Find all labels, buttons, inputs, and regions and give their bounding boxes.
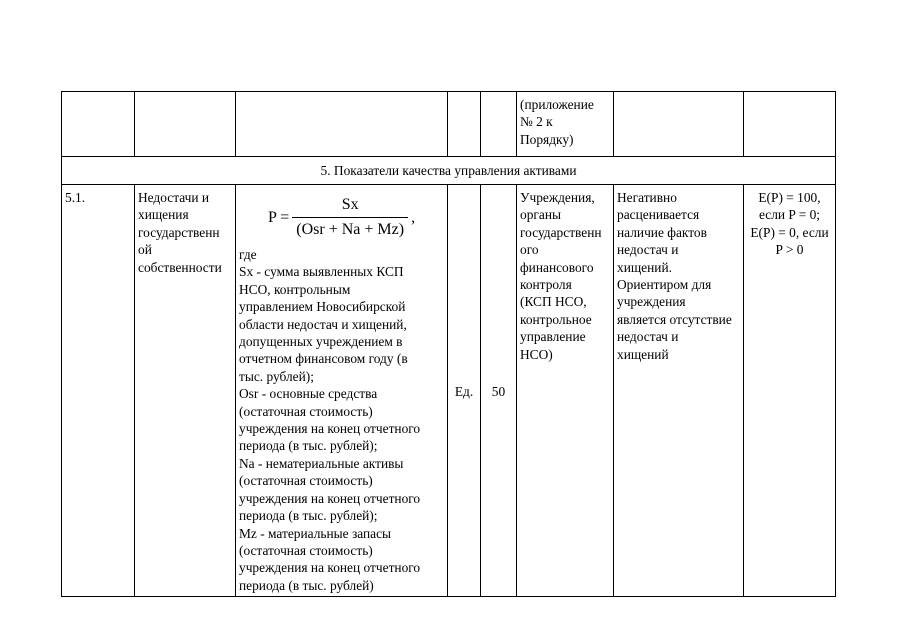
- table-cell: [236, 92, 448, 157]
- cell-line: контроля: [520, 277, 572, 293]
- cell-line: Sx - сумма выявленных КСП: [239, 264, 404, 280]
- indicator-number: 5.1.: [62, 185, 135, 597]
- cell-line: если P = 0;: [758, 207, 821, 223]
- indicator-score: [744, 185, 836, 597]
- table-cell: [744, 92, 836, 157]
- formula-numerator: Sx: [341, 196, 359, 213]
- cell-line: периода (в тыс. рублей);: [239, 438, 378, 454]
- cell-line: ого: [520, 242, 539, 258]
- indicator-weight: 50: [481, 185, 517, 597]
- cell-line: ой: [138, 242, 152, 258]
- cell-line: периода (в тыс. рублей): [239, 577, 374, 593]
- cell-line: Na - нематериальные активы: [239, 455, 404, 471]
- indicators-table: [61, 91, 836, 597]
- cell-line: расценивается: [617, 207, 700, 223]
- formula: [239, 195, 444, 240]
- table-cell: [614, 92, 744, 157]
- cell-line: финансового: [520, 259, 594, 275]
- cell-line: (приложение: [520, 97, 594, 112]
- cell-line: где: [239, 247, 257, 262]
- cell-line: учреждения на конец отчетного: [239, 490, 421, 506]
- table-cell: [448, 92, 481, 157]
- cell-line: P > 0: [775, 242, 804, 258]
- section-row: [62, 157, 836, 185]
- cell-line: учреждения: [617, 294, 686, 310]
- cell-line: управление: [520, 329, 586, 345]
- cell-line: учреждения на конец отчетного: [239, 560, 421, 576]
- indicator-name: [135, 185, 236, 597]
- appendix-reference-cell: [517, 92, 614, 157]
- cell-line: периода (в тыс. рублей);: [239, 508, 378, 524]
- section-title: 5. Показатели качества управления активами: [62, 157, 836, 185]
- cell-line: № 2 к: [520, 114, 553, 130]
- formula-lhs: P =: [267, 208, 290, 226]
- cell-line: наличие фактов: [617, 224, 707, 240]
- cell-line: НСО): [520, 346, 553, 362]
- cell-line: управлением Новосибирской: [239, 299, 406, 315]
- cell-line: Порядку): [520, 131, 574, 147]
- cell-line: Учреждения,: [520, 190, 595, 205]
- cell-line: E(P) = 100,: [758, 190, 821, 205]
- cell-line: Osr - основные средства: [239, 386, 378, 402]
- cell-line: контрольное: [520, 311, 592, 327]
- cell-line: области недостач и хищений,: [239, 316, 407, 332]
- indicator-unit: Ед.: [448, 185, 481, 597]
- cell-line: собственности: [138, 259, 222, 275]
- cell-line: (остаточная стоимость): [239, 542, 373, 558]
- formula-denominator: (Osr + Na + Mz): [292, 217, 408, 240]
- formula-tail: ,: [411, 208, 416, 226]
- cell-line: (КСП НСО,: [520, 294, 587, 310]
- cell-line: является отсутствие: [617, 311, 732, 327]
- table-cell: [62, 92, 135, 157]
- cell-line: государственн: [520, 224, 602, 240]
- cell-line: тыс. рублей);: [239, 368, 314, 384]
- cell-line: хищений: [617, 346, 669, 362]
- formula-fraction: [292, 195, 408, 240]
- cell-line: (остаточная стоимость): [239, 473, 373, 489]
- cell-line: Негативно: [617, 190, 677, 205]
- cell-line: НСО, контрольным: [239, 281, 351, 297]
- cell-line: хищения: [138, 207, 189, 223]
- cell-line: отчетном финансовом году (в: [239, 351, 408, 367]
- indicator-comment: [614, 185, 744, 597]
- cell-line: недостач и: [617, 329, 679, 345]
- cell-line: E(P) = 0, если: [750, 224, 829, 240]
- cell-line: учреждения на конец отчетного: [239, 421, 421, 437]
- cell-line: недостач и: [617, 242, 679, 258]
- cell-line: (остаточная стоимость): [239, 403, 373, 419]
- cell-line: Mz - материальные запасы: [239, 525, 392, 541]
- table-cell: [135, 92, 236, 157]
- indicator-source: [517, 185, 614, 597]
- cell-line: хищений.: [617, 259, 672, 275]
- cell-line: Ориентиром для: [617, 277, 712, 293]
- indicator-formula-cell: [236, 185, 448, 597]
- table-row: [62, 92, 836, 157]
- cell-line: Недостачи и: [138, 190, 210, 205]
- cell-line: органы: [520, 207, 561, 223]
- table-cell: [481, 92, 517, 157]
- cell-line: допущенных учреждением в: [239, 334, 403, 350]
- cell-line: государственн: [138, 224, 220, 240]
- table-row: [62, 185, 836, 597]
